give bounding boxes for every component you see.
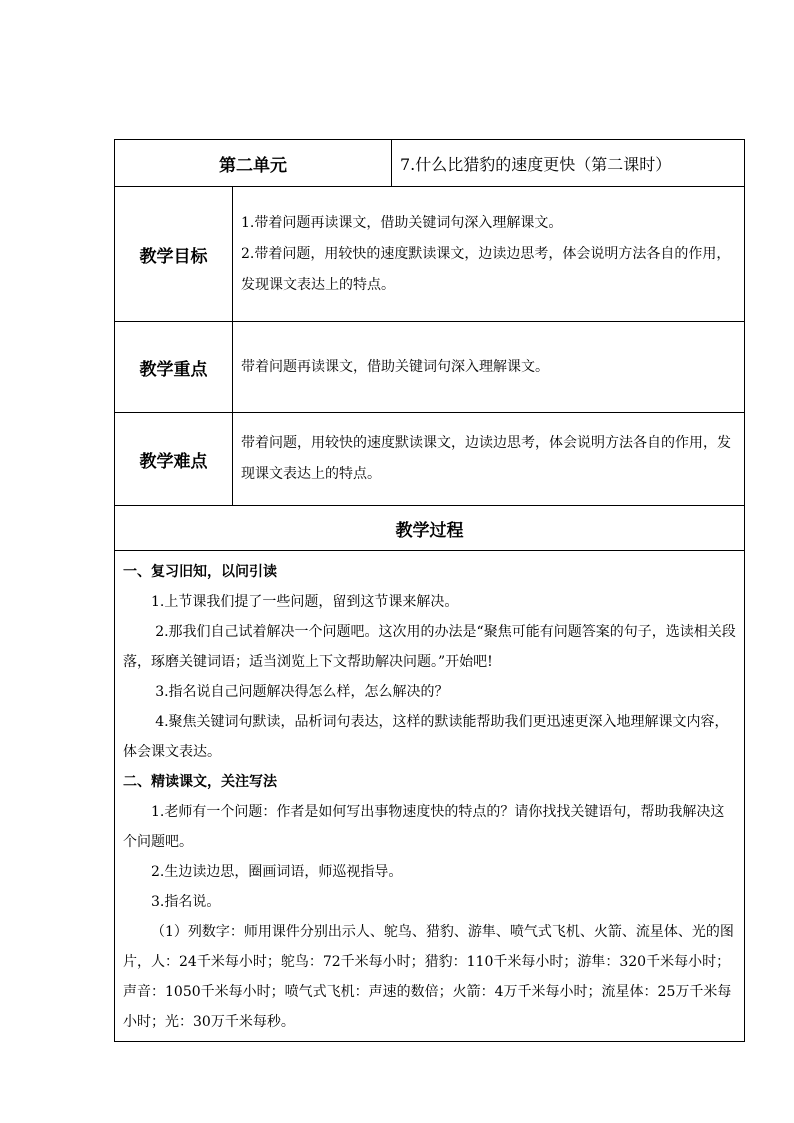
objective-item: 2.带着问题，用较快的速度默读课文，边读边思考，体会说明方法各自的作用，发现课文表达上的特点。 bbox=[241, 245, 731, 293]
process-label: 教学过程 bbox=[115, 506, 745, 551]
section-heading: 二、精读课文，关注写法 bbox=[123, 774, 277, 790]
process-body-row bbox=[115, 551, 745, 1042]
key-points-content: 带着问题再读课文，借助关键词句深入理解课文。 bbox=[233, 322, 745, 413]
unit-cell: 第二单元 bbox=[115, 140, 392, 187]
key-points-label: 教学重点 bbox=[115, 322, 233, 413]
process-heading-row bbox=[115, 506, 745, 551]
process-paragraph: 4.聚焦关键词句默读，品析词句表达，这样的默读能帮助我们更迅速更深入地理解课文内容，体会课文表达。 bbox=[123, 714, 729, 760]
difficulties-label: 教学难点 bbox=[115, 413, 233, 506]
lesson-title-cell: 7.什么比猎豹的速度更快（第二课时） bbox=[392, 140, 745, 187]
process-paragraph: 1.上节课我们提了一些问题，留到这节课来解决。 bbox=[151, 594, 459, 610]
objective-item: 1.带着问题再读课文，借助关键词句深入理解课文。 bbox=[241, 214, 563, 231]
process-content bbox=[115, 551, 745, 1042]
key-points-row bbox=[115, 322, 745, 413]
process-paragraph: 3.指名说自己问题解决得怎么样，怎么解决的？ bbox=[155, 684, 449, 700]
difficulties-row bbox=[115, 413, 745, 506]
process-paragraph: 2.生边读边思，圈画词语，师巡视指导。 bbox=[151, 864, 403, 880]
objectives-row bbox=[115, 187, 745, 322]
process-paragraph: 1.老师有一个问题：作者是如何写出事物速度快的特点的？请你找找关键语句，帮助我解决这个问题吧。 bbox=[123, 804, 725, 850]
process-paragraph: （1）列数字：师用课件分别出示人、鸵鸟、猎豹、游隼、喷气式飞机、火箭、流星体、光的图片，人：24千米每小时；鸵鸟：72千米每小时；猎豹：110千米每小时；游隼：320千米每小时；声音：1050千米每小时；喷气式飞机：声速的数倍；火箭：4万千米每小时；流星体：25万千米每小时；光：30万千米每秒。 bbox=[123, 924, 734, 1030]
objectives-label: 教学目标 bbox=[115, 187, 233, 322]
lesson-plan-table bbox=[114, 139, 745, 1042]
difficulties-content: 带着问题，用较快的速度默读课文，边读边思考，体会说明方法各自的作用，发现课文表达上的特点。 bbox=[233, 413, 745, 506]
objectives-content bbox=[233, 187, 745, 322]
section-heading: 一、复习旧知，以问引读 bbox=[123, 564, 277, 580]
process-paragraph: 2.那我们自己试着解决一个问题吧。这次用的办法是“聚焦可能有问题答案的句子，选读相关段落，琢磨关键词语；适当浏览上下文帮助解决问题。”开始吧! bbox=[123, 624, 736, 670]
header-row bbox=[115, 140, 745, 187]
process-paragraph: 3.指名说。 bbox=[151, 894, 221, 910]
